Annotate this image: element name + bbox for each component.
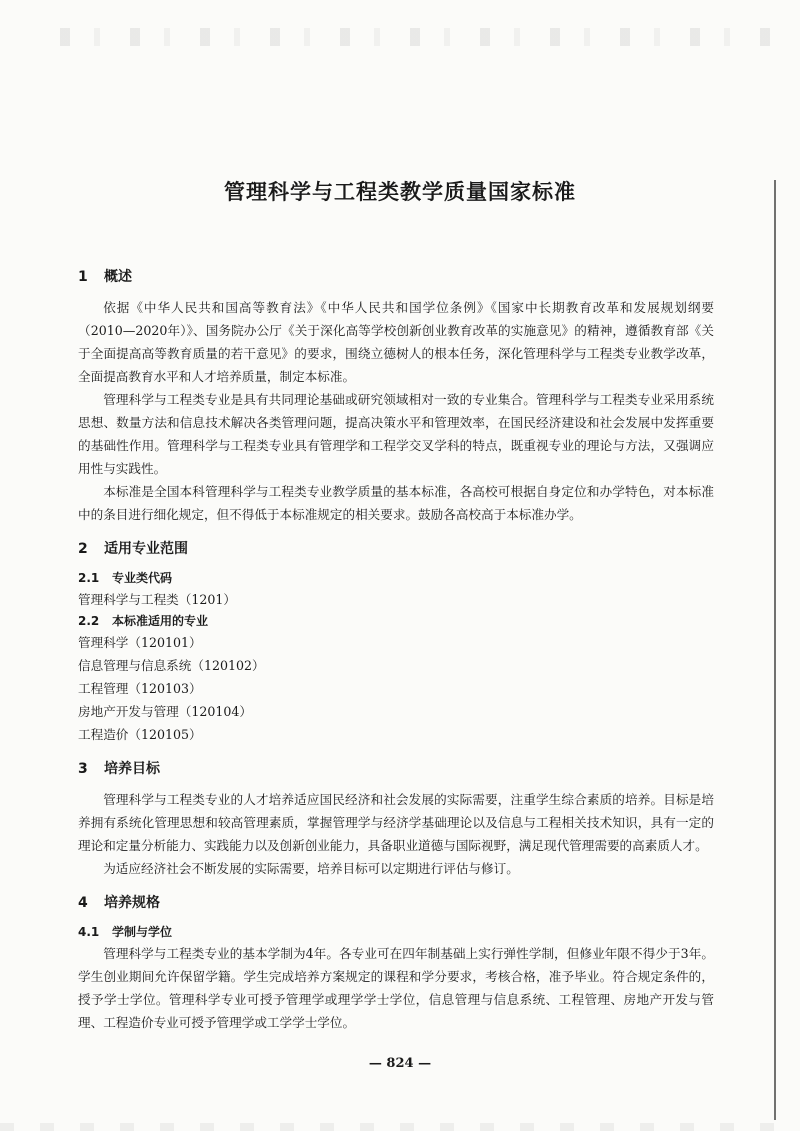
list-item: 工程造价（120105） [78, 727, 202, 742]
subsection-heading-code [78, 568, 714, 588]
document-title: 管理科学与工程类教学质量国家标准 [224, 180, 576, 204]
section-number: 4 [78, 895, 88, 911]
section-heading-overview [78, 266, 714, 288]
scan-artifact-bottom [0, 1123, 800, 1131]
document-body [78, 266, 714, 1034]
list-item: 管理科学（120101） [78, 635, 202, 650]
scan-artifact-top [60, 28, 780, 46]
list-item: 信息管理与信息系统（120102） [78, 658, 265, 673]
subsection-number: 4.1 [78, 925, 100, 939]
list-item: 工程管理（120103） [78, 681, 202, 696]
paragraph: 本标准是全国本科管理科学与工程类专业教学质量的基本标准，各高校可根据自身定位和办学特色，对本标准中的条目进行细化规定，但不得低于本标准规定的相关要求。鼓励各高校高于本标准办学。 [78, 484, 714, 522]
subsection-heading-majors [78, 611, 714, 631]
scan-artifact-right-edge [774, 180, 776, 1120]
subsection-title: 学制与学位 [112, 925, 173, 939]
subsection-title: 专业类代码 [112, 571, 173, 585]
subsection-number: 2.2 [78, 614, 100, 628]
paragraph: 依据《中华人民共和国高等教育法》《中华人民共和国学位条例》《国家中长期教育改革和发展规划纲要（2010—2020年）》、国务院办公厅《关于深化高等学校创新创业教育改革的实施意见》的精神，遵循教育部《关于全面提高高等教育质量的若干意见》的要求，围绕立德树人的根本任务，深化管理科学与工程类专业教学改革，全面提高教育水平和人才培养质量，制定本标准。 [78, 300, 714, 384]
section-heading-specifications [78, 892, 714, 914]
section-title: 培养规格 [104, 895, 160, 911]
section-number: 3 [78, 761, 88, 777]
list-item: 管理科学与工程类（1201） [78, 592, 236, 607]
paragraph: 管理科学与工程类专业的人才培养适应国民经济和社会发展的实际需要，注重学生综合素质的培养。目标是培养拥有系统化管理思想和较高管理素质，掌握管理学与经济学基础理论以及信息与工程相关技术知识，具有一定的理论和定量分析能力、实践能力以及创新创业能力，具备职业道德与国际视野，满足现代管理需要的高素质人才。 [78, 792, 714, 853]
section-heading-scope [78, 538, 714, 560]
page-number: — 824 — [368, 1056, 432, 1071]
subsection-title: 本标准适用的专业 [112, 614, 209, 628]
paragraph: 管理科学与工程类专业的基本学制为4年。各专业可在四年制基础上实行弹性学制，但修业年限不得少于3年。学生创业期间允许保留学籍。学生完成培养方案规定的课程和学分要求，考核合格，准予毕业。符合规定条件的，授予学士学位。管理科学专业可授予管理学或理学学士学位，信息管理与信息系统、工程管理、房地产开发与管理、工程造价专业可授予管理学或工学学士学位。 [78, 946, 714, 1030]
subsection-heading-degree [78, 922, 714, 942]
section-title: 适用专业范围 [104, 541, 188, 557]
section-number: 1 [78, 269, 88, 285]
section-title: 培养目标 [104, 761, 160, 777]
list-item: 房地产开发与管理（120104） [78, 704, 253, 719]
section-heading-objectives [78, 758, 714, 780]
section-title: 概述 [104, 269, 132, 285]
section-number: 2 [78, 541, 88, 557]
paragraph: 管理科学与工程类专业是具有共同理论基础或研究领域相对一致的专业集合。管理科学与工程类专业采用系统思想、数量方法和信息技术解决各类管理问题，提高决策水平和管理效率，在国民经济建设和社会发展中发挥重要的基础性作用。管理科学与工程类专业具有管理学和工程学交叉学科的特点，既重视专业的理论与方法，又强调应用性与实践性。 [78, 392, 714, 476]
subsection-number: 2.1 [78, 571, 100, 585]
paragraph: 为适应经济社会不断发展的实际需要，培养目标可以定期进行评估与修订。 [103, 861, 519, 876]
